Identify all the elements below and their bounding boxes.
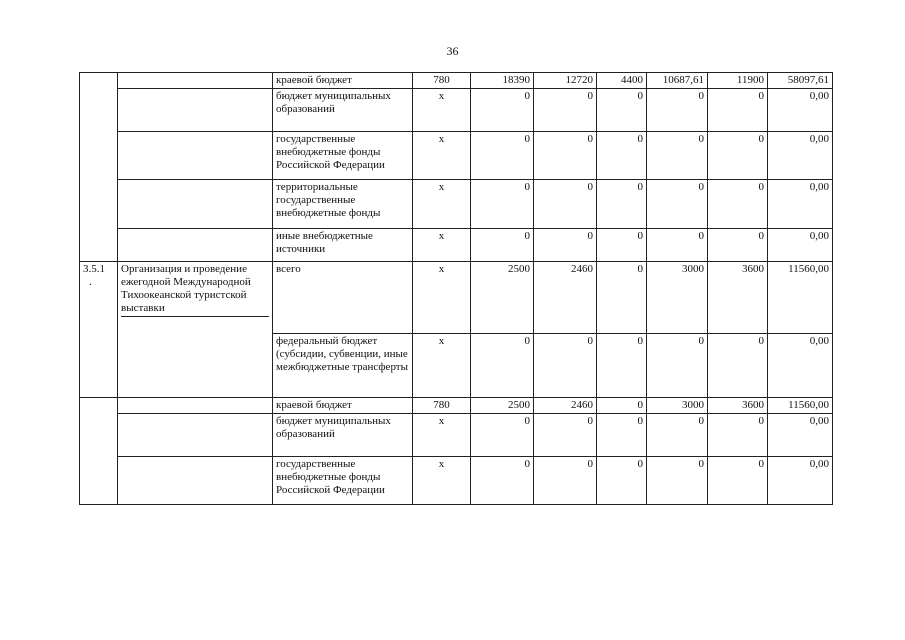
total-cell: 0,00 xyxy=(768,229,833,262)
table-row xyxy=(80,229,833,262)
value-cell: 0 xyxy=(597,229,647,262)
value-cell: 0 xyxy=(647,180,708,229)
value-cell: 3000 xyxy=(647,262,708,334)
code-cell: х xyxy=(413,262,471,334)
item-name-cell xyxy=(118,132,273,180)
value-cell: 10687,61 xyxy=(647,73,708,89)
value-cell: 0 xyxy=(471,457,534,505)
value-cell: 0 xyxy=(471,180,534,229)
table-row xyxy=(80,262,833,334)
value-cell: 18390 xyxy=(471,73,534,89)
value-cell: 0 xyxy=(471,132,534,180)
value-cell: 0 xyxy=(708,334,768,398)
item-name-cell xyxy=(118,262,273,398)
item-number-cell xyxy=(80,73,118,262)
total-cell: 0,00 xyxy=(768,89,833,132)
value-cell: 0 xyxy=(534,457,597,505)
table-row xyxy=(80,89,833,132)
value-cell: 0 xyxy=(708,132,768,180)
value-cell: 2460 xyxy=(534,398,597,414)
item-name-cell xyxy=(118,180,273,229)
total-cell: 0,00 xyxy=(768,414,833,457)
code-cell: х xyxy=(413,414,471,457)
value-cell: 0 xyxy=(534,229,597,262)
funding-source-cell: государственные внебюджетные фонды Российской Федерации xyxy=(273,457,413,505)
item-number-cell xyxy=(80,262,118,398)
funding-source-cell: бюджет муниципальных образований xyxy=(273,414,413,457)
code-cell: х xyxy=(413,180,471,229)
code-cell: х xyxy=(413,89,471,132)
value-cell: 0 xyxy=(597,132,647,180)
value-cell: 0 xyxy=(471,334,534,398)
value-cell: 4400 xyxy=(597,73,647,89)
value-cell: 11900 xyxy=(708,73,768,89)
value-cell: 0 xyxy=(597,457,647,505)
item-number-cell xyxy=(80,398,118,505)
total-cell: 0,00 xyxy=(768,334,833,398)
code-cell: х xyxy=(413,132,471,180)
item-name-cell xyxy=(118,457,273,505)
code-cell: х xyxy=(413,457,471,505)
item-name-cell xyxy=(118,89,273,132)
value-cell: 0 xyxy=(647,414,708,457)
value-cell: 3600 xyxy=(708,262,768,334)
value-cell: 0 xyxy=(534,180,597,229)
value-cell: 0 xyxy=(597,262,647,334)
value-cell: 0 xyxy=(471,229,534,262)
table-row xyxy=(80,180,833,229)
value-cell: 0 xyxy=(471,89,534,132)
item-number: 3.5.1 xyxy=(83,263,105,275)
value-cell: 0 xyxy=(708,180,768,229)
value-cell: 2460 xyxy=(534,262,597,334)
value-cell: 0 xyxy=(534,334,597,398)
funding-source-cell: иные внебюджетные источники xyxy=(273,229,413,262)
value-cell: 0 xyxy=(597,398,647,414)
table-row xyxy=(80,73,833,89)
value-cell: 0 xyxy=(534,414,597,457)
value-cell: 3600 xyxy=(708,398,768,414)
code-cell: х xyxy=(413,334,471,398)
item-name-cell xyxy=(118,414,273,457)
item-name-cell xyxy=(118,398,273,414)
value-cell: 3000 xyxy=(647,398,708,414)
value-cell: 0 xyxy=(647,89,708,132)
total-cell: 58097,61 xyxy=(768,73,833,89)
funding-source-cell: краевой бюджет xyxy=(273,73,413,89)
value-cell: 2500 xyxy=(471,262,534,334)
page-number: 36 xyxy=(446,44,459,58)
value-cell: 0 xyxy=(647,132,708,180)
value-cell: 0 xyxy=(708,89,768,132)
funding-source-cell: краевой бюджет xyxy=(273,398,413,414)
item-name: Организация и проведение ежегодной Международной Тихоокеанской туристской выставки xyxy=(121,263,269,317)
total-cell: 11560,00 xyxy=(768,262,833,334)
code-cell: 780 xyxy=(413,398,471,414)
value-cell: 2500 xyxy=(471,398,534,414)
value-cell: 0 xyxy=(597,180,647,229)
value-cell: 12720 xyxy=(534,73,597,89)
value-cell: 0 xyxy=(471,414,534,457)
funding-source-cell: федеральный бюджет (субсидии, субвенции, иные межбюджетные трансферты xyxy=(273,334,413,398)
code-cell: 780 xyxy=(413,73,471,89)
funding-source-cell: территориальные государственные внебюджетные фонды xyxy=(273,180,413,229)
value-cell: 0 xyxy=(708,229,768,262)
total-cell: 11560,00 xyxy=(768,398,833,414)
value-cell: 0 xyxy=(534,89,597,132)
funding-source-cell: государственные внебюджетные фонды Российской Федерации xyxy=(273,132,413,180)
item-name-cell xyxy=(118,229,273,262)
value-cell: 0 xyxy=(708,457,768,505)
value-cell: 0 xyxy=(534,132,597,180)
total-cell: 0,00 xyxy=(768,457,833,505)
funding-source-cell: бюджет муниципальных образований xyxy=(273,89,413,132)
value-cell: 0 xyxy=(647,229,708,262)
value-cell: 0 xyxy=(597,89,647,132)
value-cell: 0 xyxy=(597,334,647,398)
table-row xyxy=(80,132,833,180)
funding-source-cell: всего xyxy=(273,262,413,334)
total-cell: 0,00 xyxy=(768,132,833,180)
value-cell: 0 xyxy=(708,414,768,457)
total-cell: 0,00 xyxy=(768,180,833,229)
value-cell: 0 xyxy=(647,334,708,398)
value-cell: 0 xyxy=(597,414,647,457)
budget-table xyxy=(79,72,833,505)
item-name-cell xyxy=(118,73,273,89)
table-row xyxy=(80,414,833,457)
item-number-dot: . xyxy=(89,276,92,288)
table-row xyxy=(80,457,833,505)
value-cell: 0 xyxy=(647,457,708,505)
code-cell: х xyxy=(413,229,471,262)
table-row xyxy=(80,398,833,414)
